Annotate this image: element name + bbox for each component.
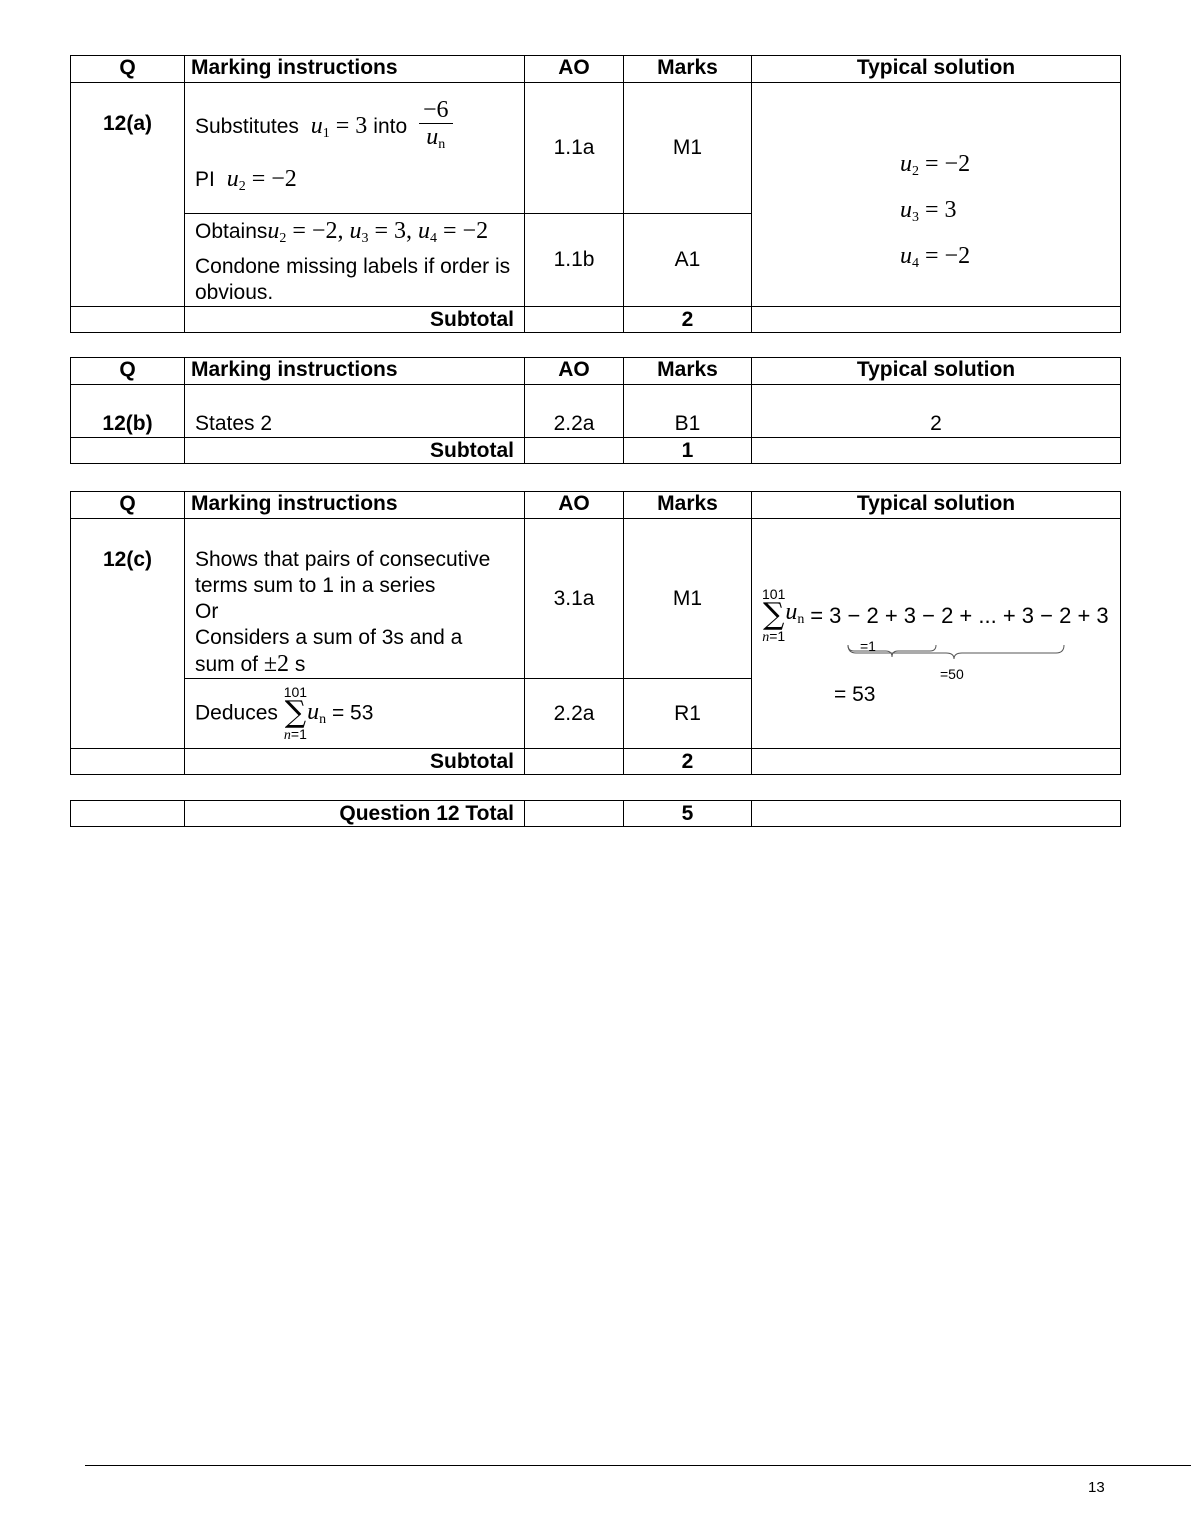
header-typical-solution: Typical solution bbox=[752, 358, 1121, 385]
subtotal-label: Subtotal bbox=[185, 749, 525, 775]
series-result: = 53 bbox=[834, 683, 876, 706]
substitutes-text: Substitutes bbox=[195, 114, 299, 138]
instruction-line: terms sum to 1 in a series bbox=[195, 574, 436, 597]
instruction-pairs: Shows that pairs of consecutive terms sum to 1 in a series Or Considers a sum of 3s and a sum of ±2 s bbox=[185, 519, 525, 679]
deduces-result: = 53 bbox=[331, 701, 374, 725]
typical-solution-12b: 2 bbox=[752, 385, 1121, 438]
table-12b bbox=[70, 357, 1121, 464]
page-number: 13 bbox=[1088, 1479, 1105, 1496]
header-marking-instructions: Marking instructions bbox=[185, 492, 525, 519]
underbraces bbox=[842, 641, 1072, 663]
header-q: Q bbox=[71, 358, 185, 385]
instruction-line: Considers a sum of 3s and a bbox=[195, 626, 463, 649]
instruction-line-suffix: s bbox=[294, 653, 306, 676]
table-question-total bbox=[70, 800, 1121, 827]
header-marks: Marks bbox=[624, 358, 752, 385]
ao-value: 1.1b bbox=[525, 214, 624, 307]
header-q: Q bbox=[71, 56, 185, 83]
header-marks: Marks bbox=[624, 492, 752, 519]
ao-value: 2.2a bbox=[525, 385, 624, 438]
question-label: 12(a) bbox=[71, 83, 185, 307]
instruction-deduces: Deduces 101 ∑ n=1 $u_n = 53$ bbox=[185, 679, 525, 749]
header-ao: AO bbox=[525, 492, 624, 519]
subtotal-value: 2 bbox=[624, 749, 752, 775]
mark-value: M1 bbox=[624, 519, 752, 679]
table-12a bbox=[70, 55, 1121, 333]
mark-value: M1 bbox=[624, 83, 752, 214]
question-label: 12(c) bbox=[71, 519, 185, 749]
footer-rule bbox=[85, 1465, 1191, 1466]
instruction-substitutes: Substitutes $u_1 = 3$ into $\frac{-6}{u_n}$ PI $u_2 = -2$ bbox=[185, 83, 525, 214]
sigma-symbol: 101 ∑ n=1 bbox=[762, 586, 786, 645]
subtotal-label: Subtotal bbox=[185, 307, 525, 333]
typical-solution-12a bbox=[752, 83, 1121, 307]
pi-text: PI bbox=[195, 167, 215, 191]
ao-value: 1.1a bbox=[525, 83, 624, 214]
table-12c bbox=[70, 491, 1121, 775]
header-marking-instructions: Marking instructions bbox=[185, 358, 525, 385]
subtotal-value: 2 bbox=[624, 307, 752, 333]
question-label: 12(b) bbox=[71, 385, 185, 438]
obtains-text: Obtains bbox=[195, 220, 268, 243]
brace-label-50: =50 bbox=[940, 666, 964, 682]
question-total-value: 5 bbox=[624, 801, 752, 827]
header-marking-instructions: Marking instructions bbox=[185, 56, 525, 83]
instruction-obtains: Obtainsu$_2$ = −2, $u_3 = 3$, $u_4 = -2$ Condone missing labels if order is obvious. bbox=[185, 214, 525, 307]
ao-value: 3.1a bbox=[525, 519, 624, 679]
series-sum: 101 ∑ n=1 $u_n = 3 - 2 + 3 - 2$ + ... + 3 − 2 + 3 bbox=[762, 586, 1109, 645]
header-typical-solution: Typical solution bbox=[752, 492, 1121, 519]
instruction-line: sum of bbox=[195, 653, 259, 676]
header-marks: Marks bbox=[624, 56, 752, 83]
instruction-line: Or bbox=[195, 600, 219, 623]
header-ao: AO bbox=[525, 358, 624, 385]
condone-note: Condone missing labels if order is obvious. bbox=[195, 255, 511, 304]
question-total-label: Question 12 Total bbox=[185, 801, 525, 827]
into-text: into bbox=[373, 114, 408, 138]
sigma-symbol: 101 ∑ n=1 bbox=[283, 683, 308, 743]
header-typical-solution: Typical solution bbox=[752, 56, 1121, 83]
header-q: Q bbox=[71, 492, 185, 519]
solution-terms: $u_2 = -2$ $u_3 = 3$ $u_4 = -2$ bbox=[900, 151, 971, 271]
mark-value: B1 bbox=[624, 385, 752, 438]
series-expression: = 3 − 2 + 3 − 2 + ... + 3 − 2 + 3 bbox=[810, 603, 1109, 628]
mark-value: A1 bbox=[624, 214, 752, 307]
brace-label-1: =1 bbox=[860, 638, 876, 654]
subtotal-label: Subtotal bbox=[185, 438, 525, 464]
subtotal-value: 1 bbox=[624, 438, 752, 464]
mark-value: R1 bbox=[624, 679, 752, 749]
header-ao: AO bbox=[525, 56, 624, 83]
fraction-minus6-over-un: $\frac{-6}{u_n}$ bbox=[419, 97, 453, 158]
typical-solution-12c bbox=[752, 519, 1121, 749]
instruction-line: Shows that pairs of consecutive bbox=[195, 548, 491, 571]
instruction-states: States 2 bbox=[185, 385, 525, 438]
ao-value: 2.2a bbox=[525, 679, 624, 749]
deduces-text: Deduces bbox=[195, 701, 278, 725]
